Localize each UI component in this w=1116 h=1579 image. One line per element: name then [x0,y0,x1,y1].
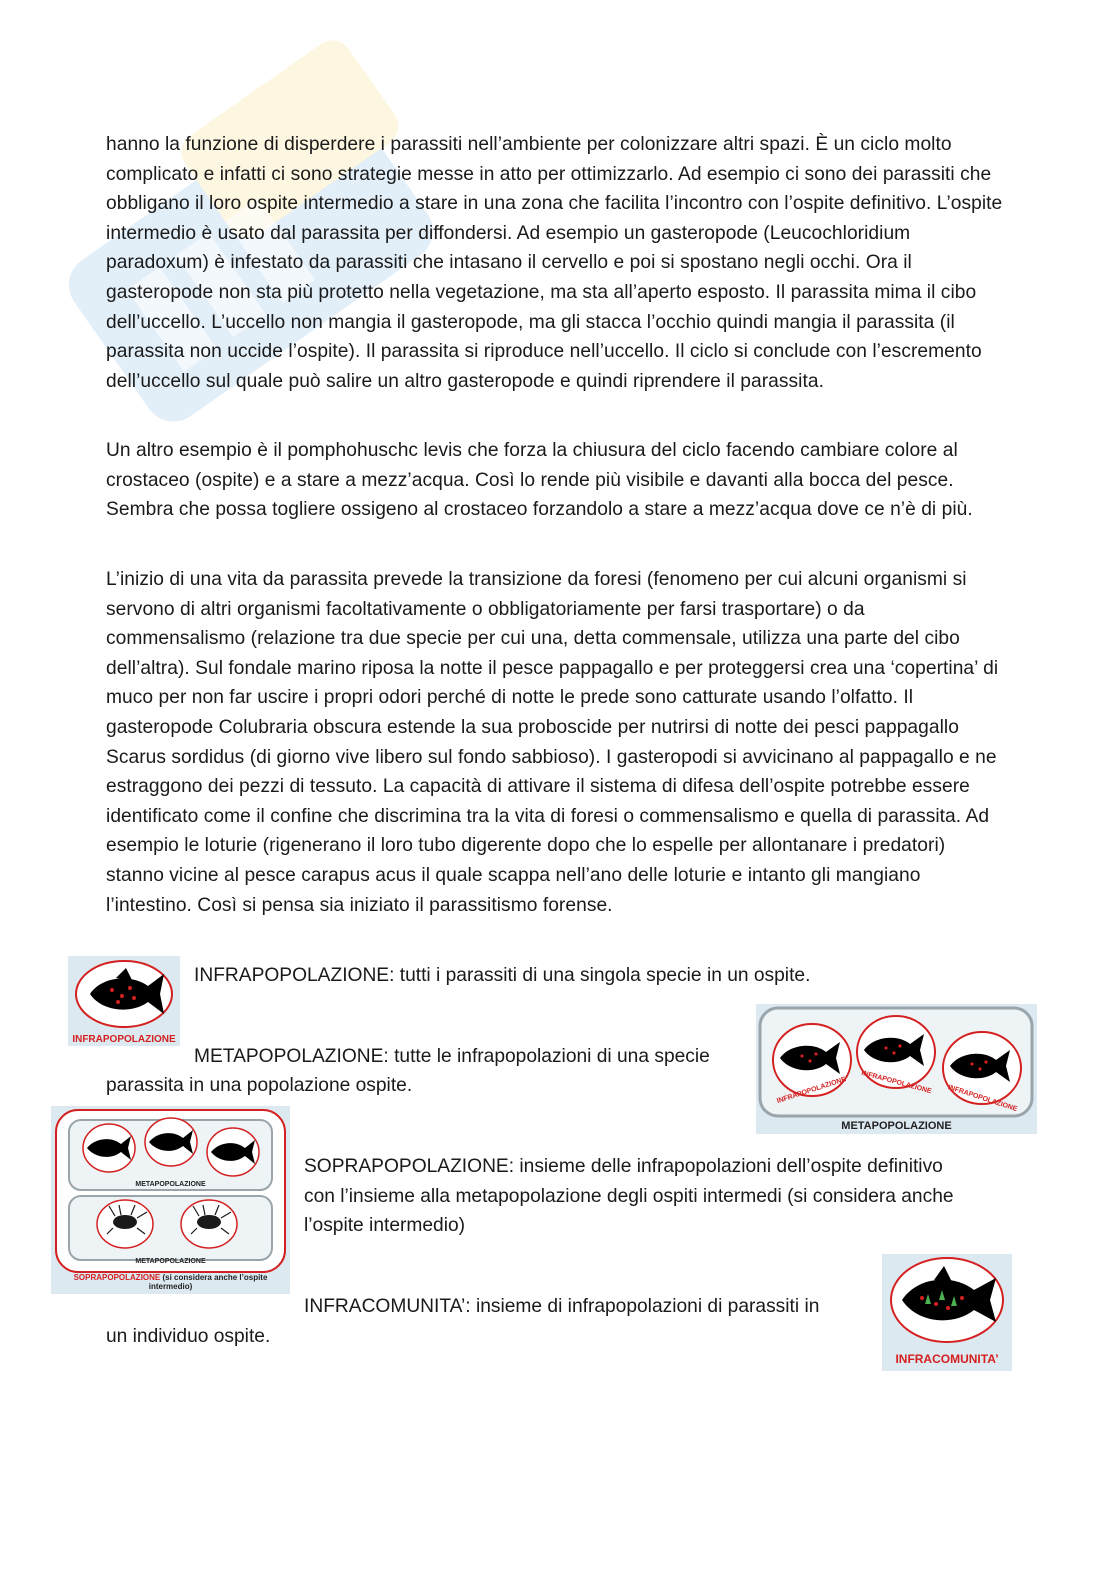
definition-soprapopolazione-line2: con l’insieme alla metapopolazione degli ospiti intermedi (si considera anche [304,1186,954,1207]
figure-caption-meta: METAPOPOLAZIONE [135,1181,206,1188]
figure-caption: INFRACOMUNITA’ [895,1352,999,1366]
figure-caption [51,1273,290,1291]
definition-soprapopolazione-line1: SOPRAPOPOLAZIONE: insieme delle infrapopolazioni dell’ospite definitivo [304,1156,943,1177]
definition-metapopolazione-line2: parassita in una popolazione ospite. [106,1075,413,1096]
circle-label: INFRAPOPOLAZIONE [946,1084,1018,1114]
metapopolazione-figure [756,1004,1037,1134]
paragraph-life-cycle [106,130,1006,396]
definition-infrapopolazione: INFRAPOPOLAZIONE: tutti i parassiti di una singola specie in un ospite. [194,965,811,986]
paragraph-pomphorhynchus [106,436,1006,525]
paragraph-text: Un altro esempio è il pomphohuschc levis che forza la chiusura del ciclo facendo cambiare colore al crostaceo (ospite) e a stare a mezz’acqua. Così lo rende più visibile e davanti alla bocca del pesce. Sembra che possa togliere ossigeno al crostaceo forzandolo a stare a mezz’acqua dove ce n’è di più. [106,440,973,521]
soprapopolazione-figure [51,1106,290,1294]
paragraph-parasitic-origin [106,565,1006,920]
figure-caption: METAPOPOLAZIONE [841,1120,952,1132]
figure-caption-note: intermedio) [148,1282,193,1291]
infrapopolazione-figure [68,956,180,1046]
figure-caption: INFRAPOPOLAZIONE [72,1034,176,1045]
circle-label: INFRAPOPOLAZIONE [776,1076,848,1106]
figure-caption-note: (si considera anche l’ospite [162,1273,268,1282]
definition-metapopolazione-line1: METAPOPOLAZIONE: tutte le infrapopolazioni di una specie [194,1046,710,1067]
definition-soprapopolazione-line3: l’ospite intermedio) [304,1215,466,1236]
paragraph-text: L’inizio di una vita da parassita prevede la transizione da foresi (fenomeno per cui alcuni organismi si servono di altri organismi facoltativamente o obbligatoriamente per farsi trasportare) o da commensalismo (relazione tra due specie per cui una, detta commensale, utilizza una parte del cibo dell’altra). Sul fondale marino riposa la notte il pesce pappagallo e per proteggersi crea una ‘copertina’ di muco per non far uscire i propri odori perché di notte le prede sono catturate usando l’olfatto. Il gasteropode Colubraria obscura estende la sua proboscide per nutrirsi di notte dei pesci pappagallo Scarus sordidus (di giorno vive libero sul fondo sabbioso). I gasteropodi si avvicinano al pappagallo e ne estraggono dei pezzi di tessuto. La capacità di attivare il sistema di difesa dell’ospite potrebbe essere identificato come il confine che discrimina tra la vita di foresi o commensalismo e quella di parassita. Ad esempio le loturie (rigenerano il loro tubo digerente dopo che lo espelle per allontanare i predatori) stanno vicine al pesce carapus acus il quale scappa nell’ano delle loturie e intanto gli mangiano l’intestino. Così si pensa sia iniziato il parassitismo forense. [106,569,999,916]
figure-caption-meta: METAPOPOLAZIONE [135,1258,206,1265]
definition-infracomunita-line1: INFRACOMUNITA’: insieme di infrapopolazioni di parassiti in [304,1296,820,1317]
circle-label: INFRAPOPOLAZIONE [860,1069,933,1096]
definition-infracomunita-line2: un individuo ospite. [106,1326,271,1347]
infracomunita-figure [882,1254,1012,1371]
paragraph-text: hanno la funzione di disperdere i parassiti nell’ambiente per colonizzare altri spazi. È un ciclo molto complicato e infatti ci sono strategie messe in atto per ottimizzarlo. Ad esempio ci sono dei parassiti che obbligano il loro ospite intermedio a stare in una zona che facilita l’incontro con l’ospite definitivo. L’ospite intermedio è usato dal parassita per diffondersi. Ad esempio un gasteropode (Leucochloridium paradoxum) è infestato da parassiti che intasano il cervello e poi si spostano negli occhi. Ora il gasteropode non sta più protetto nella vegetazione, ma sta all’aperto esposto. Il parassita mima il cibo dell’uccello. L’uccello non mangia il gasteropode, ma gli stacca l’occhio quindi mangia il parassita (il parassita non uccide l’ospite). Il parassita si riproduce nell’uccello. Il ciclo si conclude con l’escremento dell’uccello sul quale può salire un altro gasteropode e quindi riprendere il parassita. [106,134,1003,392]
figure-caption-title: SOPRAPOPOLAZIONE [73,1273,161,1282]
